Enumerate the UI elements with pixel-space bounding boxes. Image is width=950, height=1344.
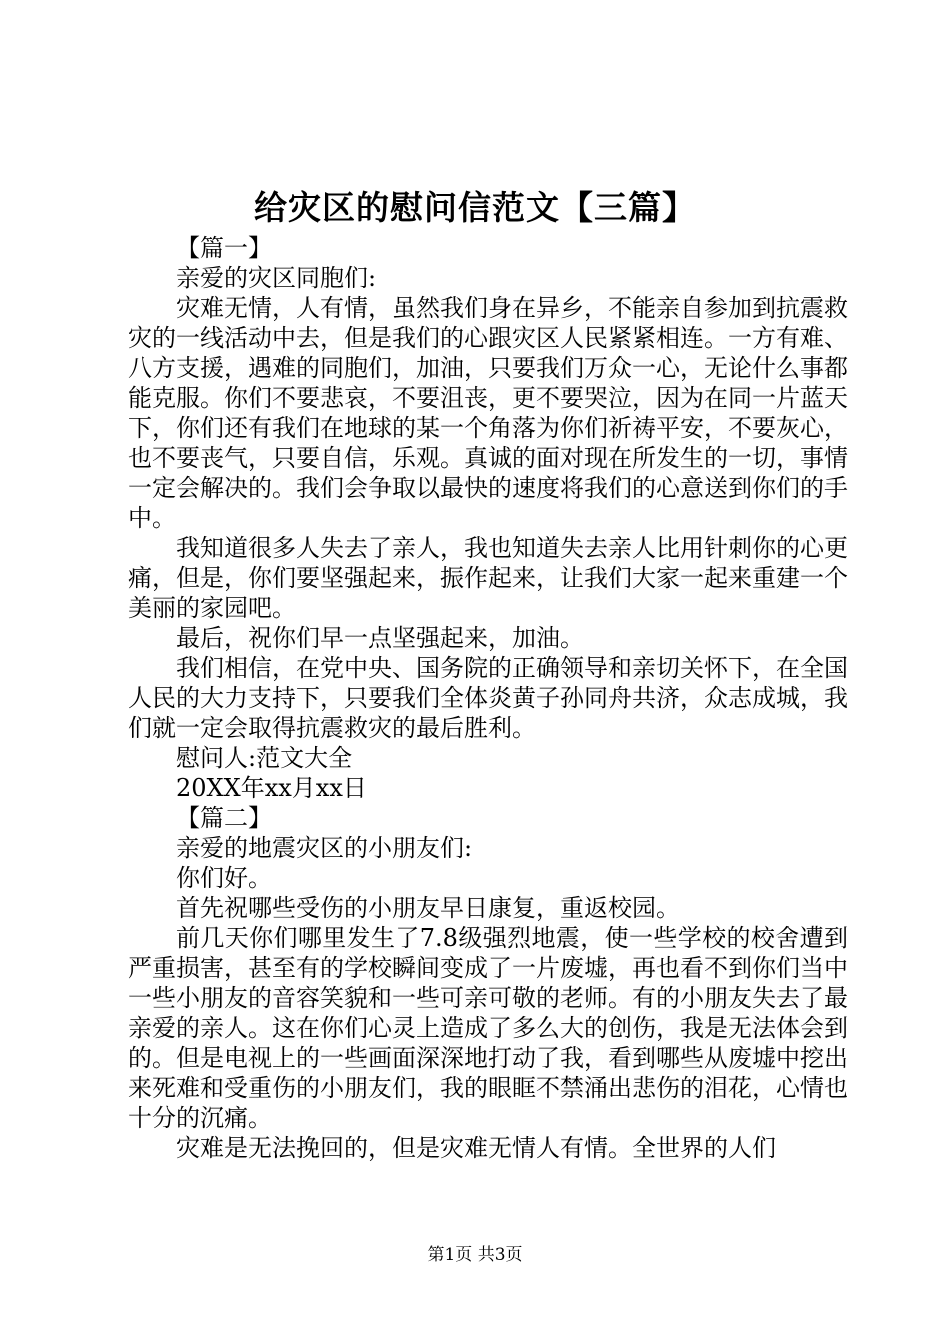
- date: 20XX年xx月xx日: [176, 774, 367, 802]
- document-title: 给灾区的慰问信范文【三篇】: [254, 188, 696, 227]
- page-footer: 第1页 共3页: [427, 1245, 523, 1265]
- body-paragraph: 我们相信，在党中央、国务院的正确领导和亲切关怀下，在全国人民的大力支持下，只要我们全体炎黄子孙同舟共济，众志成城，我们就一定会取得抗震救灾的最后胜利。: [128, 654, 848, 742]
- section-heading-1: 【篇一】: [176, 234, 272, 262]
- signature: 慰问人:范文大全: [176, 744, 353, 772]
- section-heading-2: 【篇二】: [176, 804, 272, 832]
- body-paragraph: 灾难是无法挽回的，但是灾难无情人有情。全世界的人们: [176, 1134, 776, 1162]
- body-paragraph: 最后，祝你们早一点坚强起来，加油。: [176, 624, 584, 652]
- body-paragraph: 灾难无情，人有情，虽然我们身在异乡，不能亲自参加到抗震救灾的一线活动中去，但是我们的心跟灾区人民紧紧相连。一方有难、八方支援，遇难的同胞们，加油，只要我们万众一心，无论什么事都能克服。你们不要悲哀，不要沮丧，更不要哭泣，因为在同一片蓝天下，你们还有我们在地球的某一个角落为你们祈祷平安，不要灰心，也不要丧气，只要自信，乐观。真诚的面对现在所发生的一切，事情一定会解决的。我们会争取以最快的速度将我们的心意送到你们的手中。: [128, 294, 848, 532]
- salutation-1: 亲爱的灾区同胞们:: [176, 264, 377, 292]
- body-paragraph: 我知道很多人失去了亲人，我也知道失去亲人比用针刺你的心更痛，但是，你们要坚强起来，振作起来，让我们大家一起来重建一个美丽的家园吧。: [128, 534, 848, 622]
- body-paragraph: 首先祝哪些受伤的小朋友早日康复，重返校园。: [176, 894, 680, 922]
- salutation-2: 亲爱的地震灾区的小朋友们:: [176, 834, 473, 862]
- document-body: [128, 233, 848, 1163]
- body-paragraph: 前几天你们哪里发生了7.8级强烈地震，使一些学校的校舍遭到严重损害，甚至有的学校瞬间变成了一片废墟，再也看不到你们当中一些小朋友的音容笑貌和一些可亲可敬的老师。有的小朋友失去了最亲爱的亲人。这在你们心灵上造成了多么大的创伤，我是无法体会到的。但是电视上的一些画面深深地打动了我，看到哪些从废墟中挖出来死难和受重伤的小朋友们，我的眼眶不禁涌出悲伤的泪花，心情也十分的沉痛。: [128, 924, 848, 1132]
- greeting: 你们好。: [176, 864, 272, 892]
